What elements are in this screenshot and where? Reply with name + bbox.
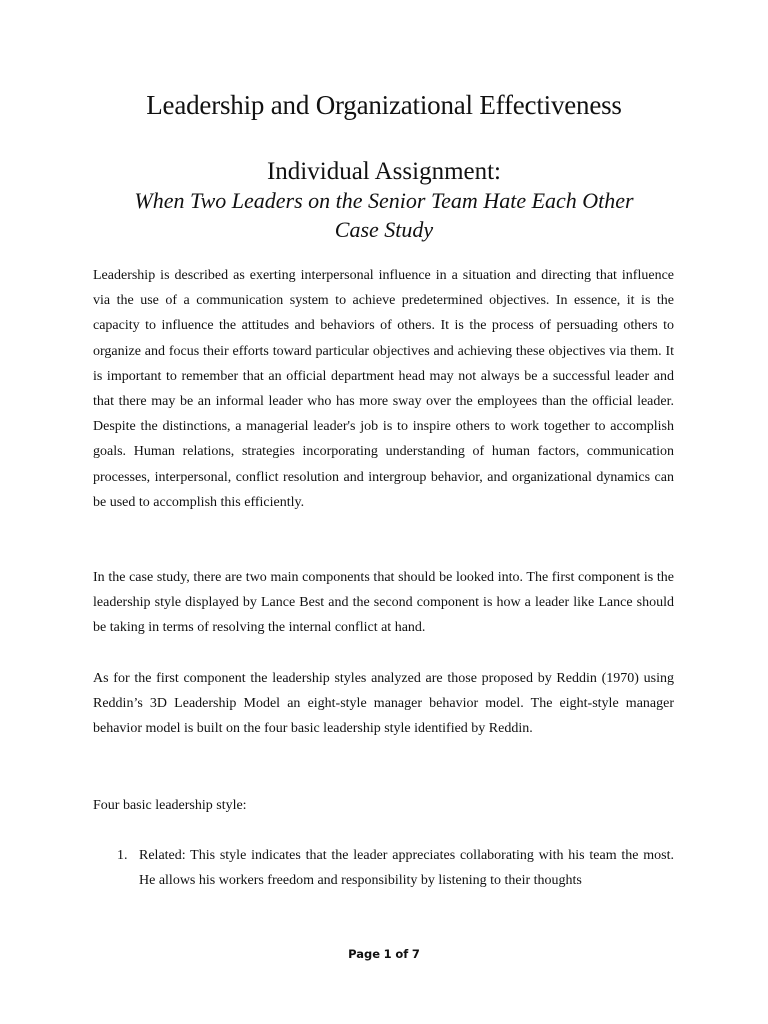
footer-total-pages: 7	[411, 947, 420, 961]
footer-of-label: of	[395, 947, 409, 961]
footer-page-label: Page	[348, 947, 380, 961]
paragraph-leadership-definition: Leadership is described as exerting interpersonal influence in a situation and directing that influence via the use of a communication system to achieve predetermined objectives. In essence, it is the capacity to influence the attitudes and behaviors of others. It is the process of persuading others to organize and focus their efforts toward particular objectives and achieving these objectives via them. It is important to remember that an official department head may not always be a successful leader and that there may be an informal leader who has more sway over the employees than the official leader. Despite the distinctions, a managerial leader's job is to inspire others to work together to accomplish goals. Human relations, strategies incorporating understanding of human factors, communication processes, interpersonal, conflict resolution and intergroup behavior, and organizational dynamics can be used to accomplish this efficiently.	[93, 268, 674, 510]
paragraph-four-styles-intro: Four basic leadership style:	[93, 798, 247, 813]
assignment-heading: Individual Assignment:	[266, 158, 502, 185]
document-title: Leadership and Organizational Effectiveness	[146, 90, 622, 120]
list-item-number: 1.	[117, 848, 128, 863]
case-study-title	[0, 186, 768, 244]
list-item-text: Related: This style indicates that the leader appreciates collaborating with his team the most. He allows his workers freedom and responsibility by listening to their thoughts	[139, 848, 674, 889]
leadership-style-list	[117, 843, 674, 893]
case-study-title-line-2: Case Study	[334, 217, 434, 242]
paragraph-case-components: In the case study, there are two main components that should be looked into. The first component is the leadership style displayed by Lance Best and the second component is how a leader like Lance should be taking in terms of resolving the internal conflict at hand.	[93, 570, 674, 636]
page-footer	[0, 946, 768, 962]
paragraph-reddin-model: As for the first component the leadership styles analyzed are those proposed by Reddin (1970) using Reddin’s 3D Leadership Model an eight-style manager behavior model. The eight-style manager behavior model is built on the four basic leadership style identified by Reddin.	[93, 671, 674, 737]
footer-current-page: 1	[383, 947, 392, 961]
list-item	[117, 843, 674, 893]
case-study-title-line-1: When Two Leaders on the Senior Team Hate Each Other	[134, 188, 634, 213]
